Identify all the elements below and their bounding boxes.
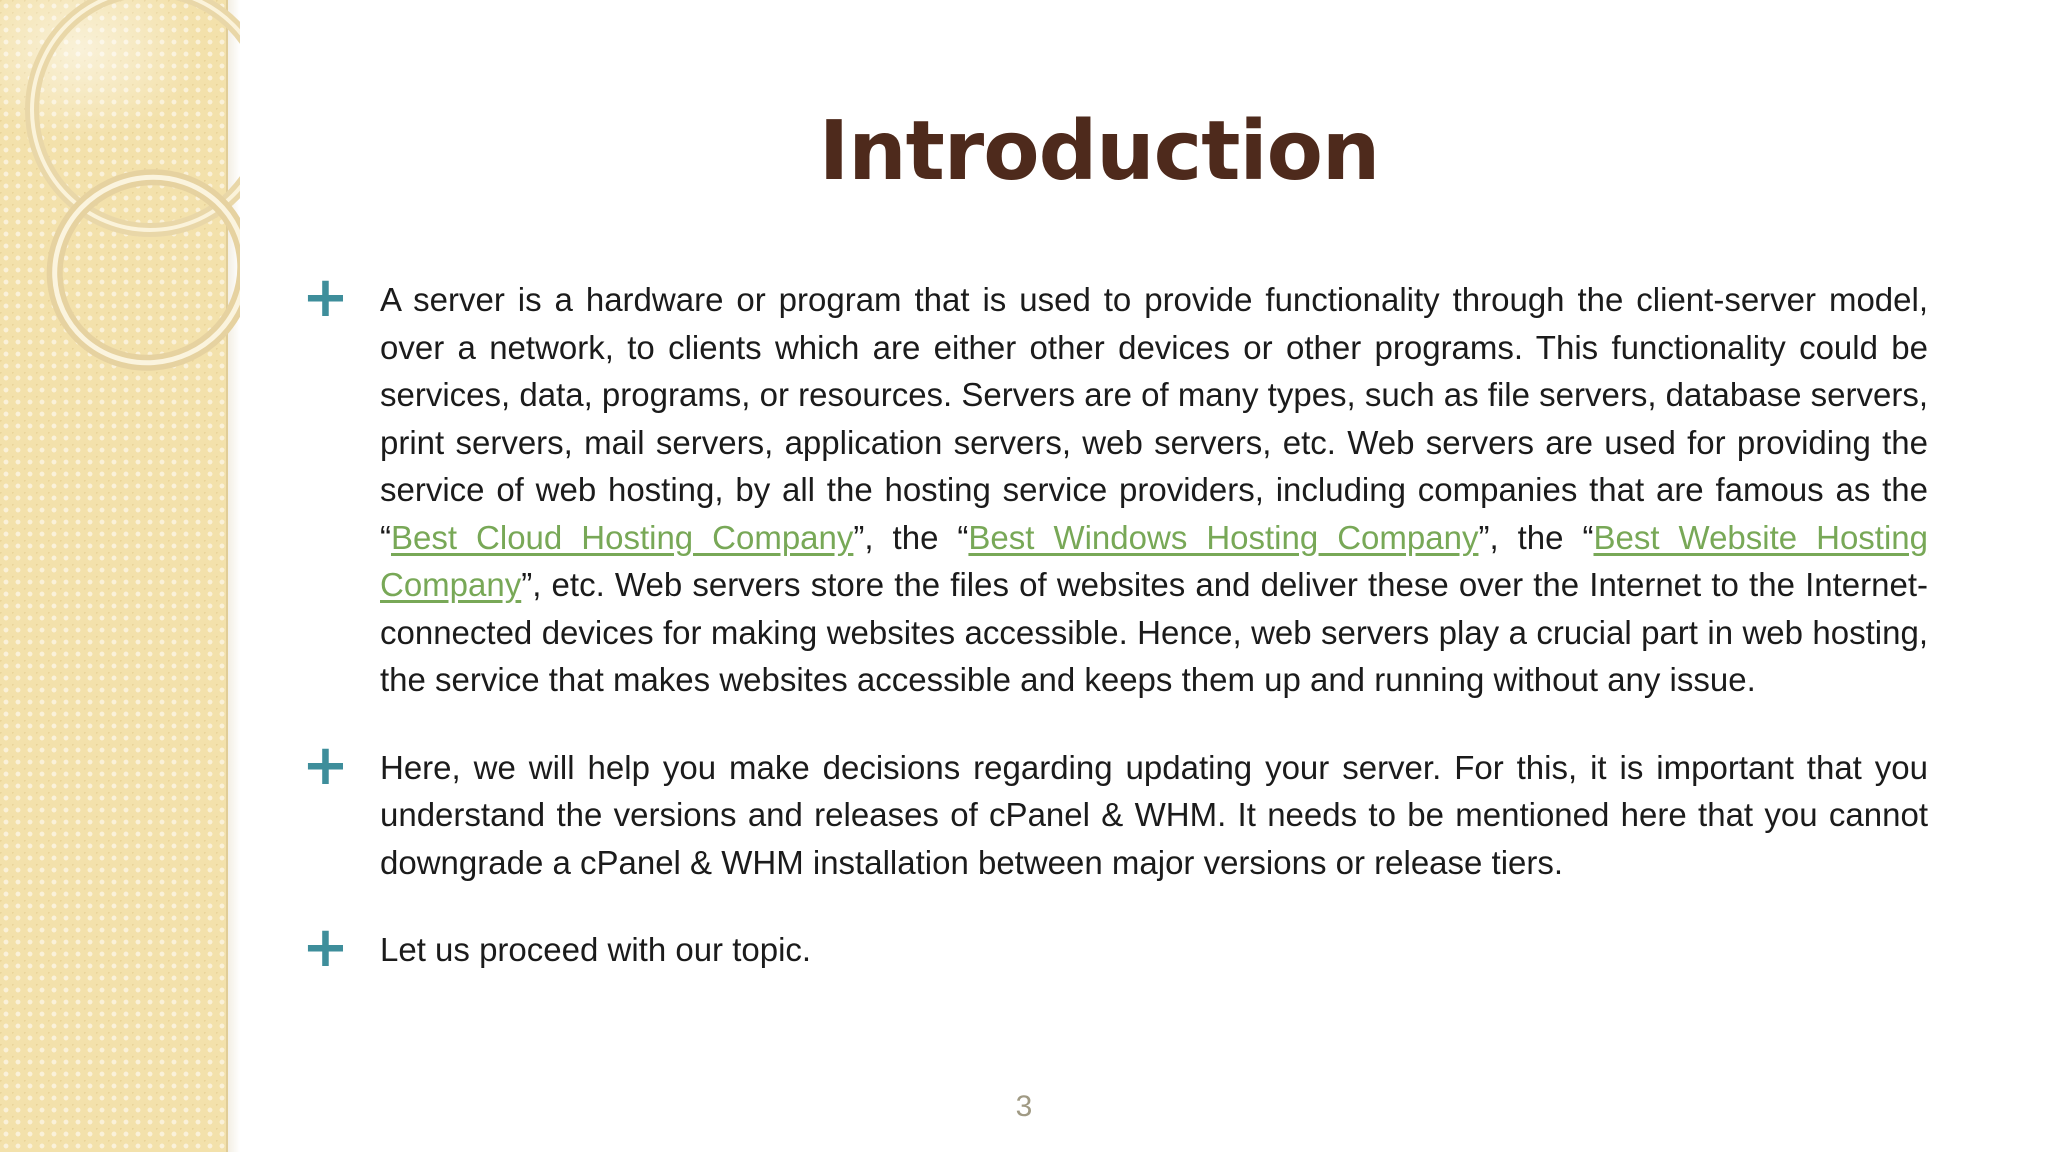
bullet-text: ”, the “ — [1478, 518, 1594, 556]
bullet-list — [300, 265, 1929, 980]
page-number: 3 — [1015, 1090, 1033, 1123]
bullet-text: ”, etc. Web servers store the files of websites and deliver these over the Internet to the Internet-connected devices for making websites accessible. Hence, web servers play a crucial part in web hosting, the service that makes websites accessible and keeps them up and running without any issue. — [380, 566, 1928, 698]
bullet-text: Let us proceed with our topic. — [380, 931, 812, 968]
plus-bullet-icon: + — [302, 732, 349, 798]
bullet-item-cpanel — [300, 732, 1928, 887]
link-best-windows-hosting[interactable]: Best Windows Hosting Company — [968, 518, 1479, 556]
bullet-text: ”, the “ — [853, 518, 969, 556]
bullet-item-proceed — [300, 915, 1928, 980]
plus-bullet-icon: + — [302, 915, 349, 980]
link-best-website-hosting[interactable]: Best Website Hosting Company — [380, 518, 1929, 603]
slide-title: Introduction — [818, 104, 1380, 199]
bullet-item-server-intro — [300, 265, 1929, 704]
bullet-text: A server is a hardware or program that is used to provide functionality through the client-server model, over a network, to clients which are either other devices or other programs. This functionality could be services, data, programs, or resources. Servers are of many types, such as file servers, database servers, print servers, mail servers, application servers, web servers, etc. Web servers are used for providing the service of web hosting, by all the hosting service providers, including companies that are famous as the “ — [380, 281, 1928, 556]
ring-ornament-graphic — [0, 0, 240, 420]
link-best-cloud-hosting[interactable]: Best Cloud Hosting Company — [391, 518, 854, 556]
plus-bullet-icon: + — [302, 265, 349, 330]
bullet-text: Here, we will help you make decisions regarding updating your server. For this, it is important that you understand the versions and releases of cPanel & WHM. It needs to be mentioned here that you cannot downgrade a cPanel & WHM installation between major versions or release tiers. — [380, 748, 1928, 881]
